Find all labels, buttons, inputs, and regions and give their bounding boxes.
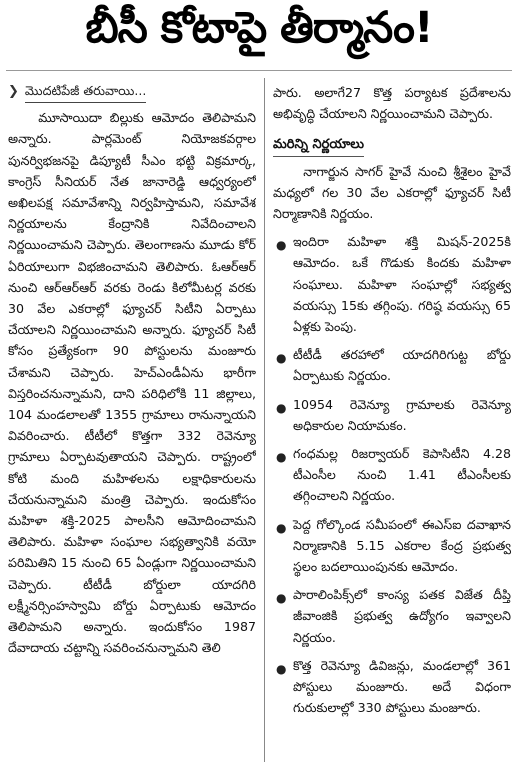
continuation-text: పారు. అలాగే27 కొత్త పర్యాటక ప్రదేశాలను అభివృద్ధి చేయాలని నిర్ణయించామని చెప్పారు.	[273, 85, 511, 122]
list-item: ● కొత్త రెవెన్యూ డివిజన్లు, మండలాల్లో 361 పోస్టులు మంజూరు. అదే విధంగా గురుకులాల్లో 330 పోస్టులు మంజూరు.	[276, 657, 511, 716]
kicker-label: మొదటిపేజీ తరువాయి...	[25, 80, 147, 103]
bullet-icon: ●	[276, 661, 287, 676]
bullet-icon: ●	[276, 400, 287, 415]
section-title: మరిన్ని నిర్ణయాలు	[273, 134, 511, 156]
right-column	[273, 82, 511, 764]
bullet-icon: ●	[276, 450, 287, 465]
list-item: ● టీటీడీ తరహాలో యాదగిరిగుట్ట బోర్డు ఏర్పాటుకు నిర్ణయం.	[276, 347, 511, 384]
list-item: ● 10954 రెవెన్యూ గ్రామాలకు రెవెన్యూ అధికారుల నియామకం.	[276, 396, 511, 433]
bullet-icon: ●	[276, 520, 287, 535]
article-body: మూసాయిదా బిల్లుకు ఆమోదం తెలిపామని అన్నారు. పార్లమెంట్ నియోజకవర్గాల పునర్విభజనపై డిప్యూటీ సీఎం భట్టి విక్రమార్క, కాంగ్రెస్ సీనియర్ నేత జానారెడ్డి ఆధ్వర్యంలో అఖిలపక్ష సమావేశాన్ని నిర్వహిస్తామని, సమావేశ నిర్ణయాలను కేంద్రానికి నివేదించాలని నిర్ణయించామని చెప్పారు. తెలంగాణను మూడు కోర్ ఏరియాలుగా విభజించామని తెలిపారు. ఓఆర్ఆర్ నుంచి ఆర్ఆర్ఆర్ వరకు రెండు కిలోమీటర్ల వరకు 30 వేల ఎకరాల్లో ఫ్యూచర్ సిటీని ఏర్పాటు చేయాలని నిర్ణయించామని అన్నారు. ఫ్యూచర్ సిటీ కోసం ప్రత్యేకంగా 90 పోస్టులను మంజూరు చేశామని చెప్పారు. హెచ్ఎండీఏను భారీగా విస్తరించనున్నామని, దాని పరిధిలోకి 11 జిల్లాలు, 104 మండలాలతో 1355 గ్రామాలు రానున్నాయని వివరించారు. టీటీలో కొత్తగా 332 రెవెన్యూ గ్రామాలు ఏర్పాటవుతాయని చెప్పారు. రాష్ట్రంలో కోటి మంది మహిళలను లక్షాధికారులను చేయనున్నామని మంత్రి చెప్పారు. ఇందుకోసం మహిళా శక్తి-2025 పాలసీని ఆమోదించామని తెలిపారు. మహిళా సంఘాల సభ్యత్వానికి వయో పరిమితిని 15 నుంచి 65 ఏండ్లుగా నిర్ణయించామని చెప్పారు. టీటీడీ బోర్డులా యాదగిరి లక్ష్మీనర్సింహస్వామి బోర్డు ఏర్పాటుకు ఆమోదం తెలిపామని అన్నారు. ఇందుకోసం 1987 దేవాదాయ చట్టాన్ని సవరించనున్నామని తెలి	[8, 110, 256, 656]
chevron-right-icon: ❯	[8, 84, 19, 99]
column-divider	[264, 78, 265, 762]
bullet-icon: ●	[276, 238, 287, 253]
headline-rule	[6, 70, 512, 71]
list-item: ● గంధమల్ల రిజర్వాయర్ కెపాసిటీని 4.28 టీఎంసీల నుంచి 1.41 టీఎంసీలకు తగ్గించాలని నిర్ణయం.	[276, 446, 511, 504]
bullet-icon: ●	[276, 591, 287, 606]
list-item: ● పారాలింపిక్స్‌లో కాంస్య పతక విజేత దీప్తి జీవాంజికి ప్రభుత్వ ఉద్యోగం ఇవ్వాలని నిర్ణయం.	[276, 587, 511, 645]
headline: బీసీ కోటాపై తీర్మానం!	[85, 3, 433, 53]
left-column	[8, 80, 256, 762]
lead-paragraph: నాగార్జున సాగర్ హైవే నుంచి శ్రీశైలం హైవే మధ్యలో గల 30 వేల ఎకరాల్లో ఫ్యూచర్ సిటీ నిర్మాణానికి నిర్ణయం.	[273, 163, 511, 222]
list-item: ● ఇందిరా మహిళా శక్తి మిషన్-2025కి ఆమోదం. ఒకే గొడుకు కిందకు మహిళా సంఘాలు. మహిళా సంఘాల్లో సభ్యత్వ వయస్సు 15కు తగ్గింపు. గరిష్ఠ వయస్సు 65 ఏళ్లకు పెంపు.	[276, 234, 511, 335]
list-item: ● పెద్ద గోల్కొండ సమీపంలో ఈఎస్ఐ దవాఖాన నిర్మాణానికి 5.15 ఎకరాల కేంద్ర ప్రభుత్వ స్థలం బదలాయింపునకు ఆమోదం.	[276, 516, 511, 575]
bullet-icon: ●	[276, 351, 287, 366]
decision-list	[273, 231, 511, 718]
continuation-kicker	[8, 80, 256, 103]
